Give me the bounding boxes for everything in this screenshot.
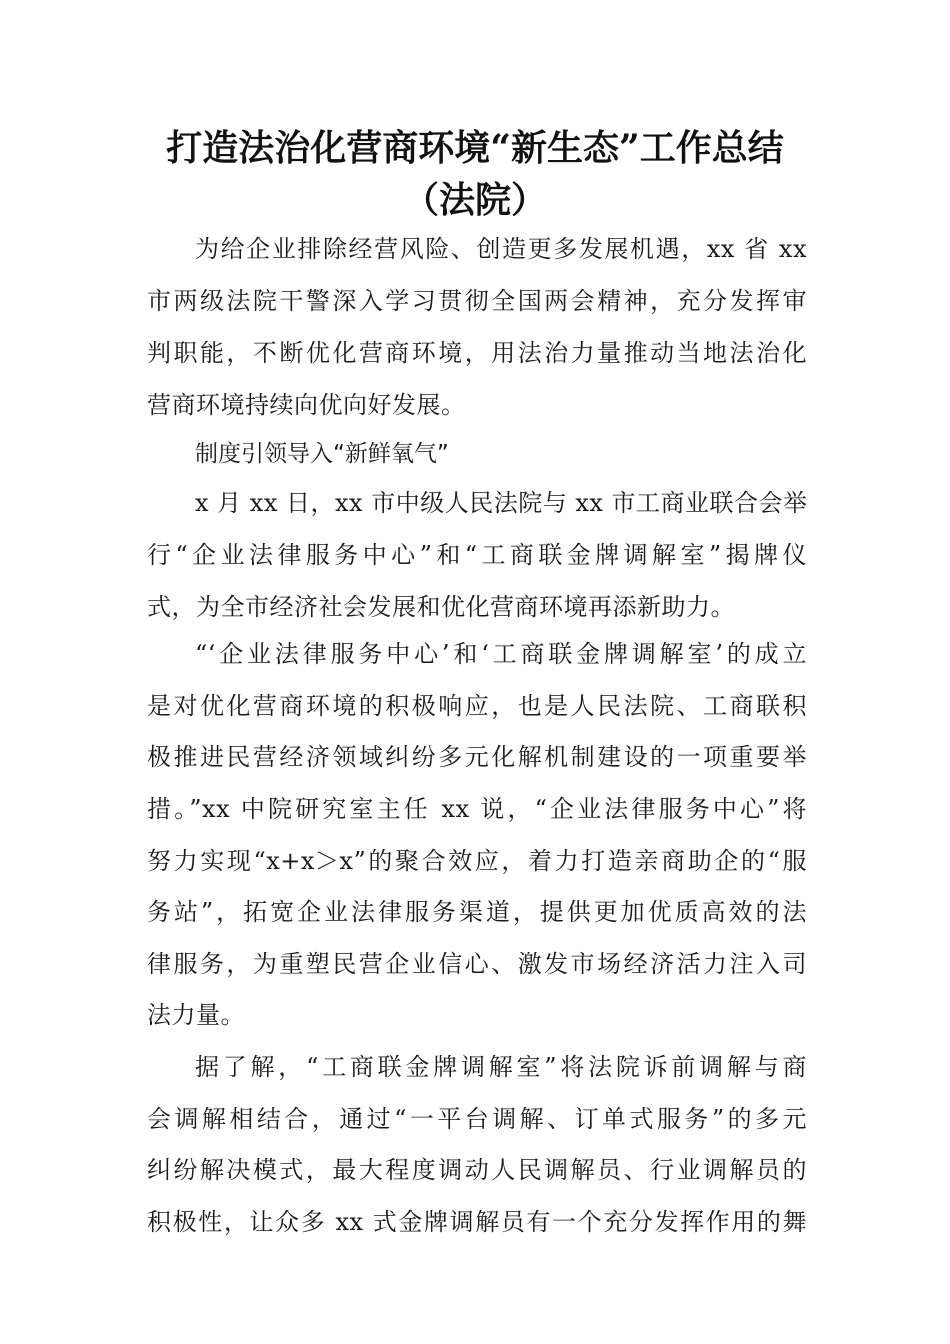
paragraph-line: “‘企业法律服务中心’和‘工商联金牌调解室’的成立: [195, 640, 807, 668]
paragraph-line: 会调解相结合，通过“一平台调解、订单式服务”的多元: [147, 1105, 807, 1133]
paragraph-line: 措。”xx 中院研究室主任 xx 说，“企业法律服务中心”将: [147, 795, 807, 823]
section-heading: 制度引领导入“新鲜氧气”: [195, 441, 449, 467]
paragraph-line: 努力实现“x+x＞x”的聚合效应，着力打造亲商助企的“服: [147, 847, 807, 875]
paragraph-line: x 月 xx 日，xx 市中级人民法院与 xx 市工商业联合会举: [195, 489, 808, 517]
paragraph-line: 务站”，拓宽企业法律服务渠道，提供更加优质高效的法: [147, 898, 807, 926]
paragraph-line: 是对优化营商环境的积极响应，也是人民法院、工商联积: [147, 692, 807, 720]
paragraph-line: 营商环境持续向优向好发展。: [147, 391, 466, 419]
paragraph-line: 积极性，让众多 xx 式金牌调解员有一个充分发挥作用的舞: [147, 1208, 807, 1236]
document-title: 打造法治化营商环境“新生态”工作总结: [166, 127, 784, 169]
paragraph-line: 纠纷解决模式，最大程度调动人民调解员、行业调解员的: [147, 1156, 807, 1184]
paragraph-line: 判职能，不断优化营商环境，用法治力量推动当地法治化: [147, 339, 807, 367]
paragraph-line: 式，为全市经济社会发展和优化营商环境再添新助力。: [147, 593, 735, 621]
document-subtitle: （法院）: [402, 179, 547, 221]
paragraph-line: 法力量。: [147, 1001, 245, 1029]
paragraph-line: 据了解，“工商联金牌调解室”将法院诉前调解与商: [195, 1053, 807, 1081]
paragraph-line: 律服务，为重塑民营企业信心、激发市场经济活力注入司: [147, 950, 807, 978]
paragraph-line: 极推进民营经济领域纠纷多元化解机制建设的一项重要举: [147, 743, 807, 771]
paragraph-line: 市两级法院干警深入学习贯彻全国两会精神，充分发挥审: [147, 287, 807, 315]
paragraph-line: 为给企业排除经营风险、创造更多发展机遇，xx 省 xx: [195, 235, 807, 263]
paragraph-line: 行“企业法律服务中心”和“工商联金牌调解室”揭牌仪: [147, 541, 807, 569]
